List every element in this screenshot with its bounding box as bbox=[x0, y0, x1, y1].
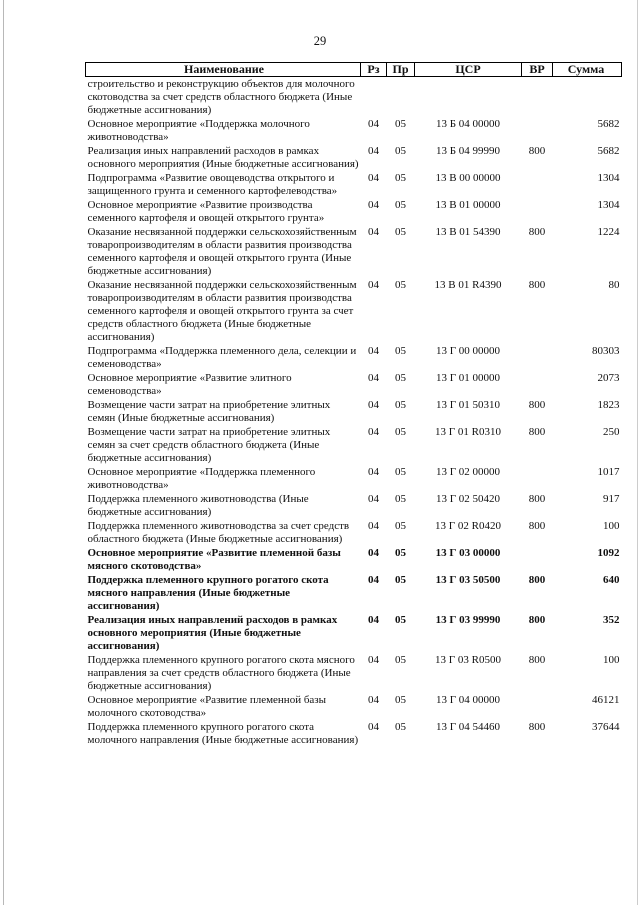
table-row bbox=[86, 573, 622, 613]
cell-name: Основное мероприятие «Поддержка племенного животноводства» bbox=[87, 466, 316, 491]
cell-rz: 04 bbox=[368, 694, 379, 706]
table-row bbox=[86, 171, 622, 198]
cell-name: Оказание несвязанной поддержки сельскохозяйственным товаропроизводителям в области развития производства семенного картофеля и овощей открытого грунта за счет средств областного бюджета (Иные бюджетные ассигнования) bbox=[87, 279, 357, 343]
cell-pr: 05 bbox=[395, 372, 406, 384]
cell-sum: 917 bbox=[603, 493, 620, 505]
header-csr: ЦСР bbox=[415, 63, 522, 77]
header-vr: ВР bbox=[522, 63, 553, 77]
cell-sum: 5682 bbox=[597, 145, 620, 157]
scan-margin-line-left bbox=[3, 0, 4, 905]
cell-csr: 13 В 01 R4390 bbox=[434, 279, 502, 291]
cell-pr: 05 bbox=[395, 426, 406, 438]
cell-csr: 13 В 01 54390 bbox=[435, 226, 501, 238]
table-row bbox=[86, 425, 622, 465]
cell-rz: 04 bbox=[368, 345, 379, 357]
cell-vr bbox=[522, 344, 553, 371]
cell-name: Поддержка племенного животноводства (Иные бюджетные ассигнования) bbox=[87, 493, 309, 518]
cell-sum: 1224 bbox=[597, 226, 620, 238]
header-row bbox=[86, 63, 622, 77]
cell-sum bbox=[553, 77, 622, 118]
cell-csr: 13 Г 02 R0420 bbox=[435, 520, 501, 532]
cell-name: Основное мероприятие «Развитие племенной базы молочного скотоводства» bbox=[87, 694, 327, 719]
cell-vr bbox=[522, 546, 553, 573]
table-row bbox=[86, 465, 622, 492]
cell-csr: 13 Г 04 00000 bbox=[435, 694, 501, 706]
cell-pr: 05 bbox=[395, 199, 406, 211]
cell-sum: 1017 bbox=[597, 466, 620, 478]
cell-sum: 2073 bbox=[597, 372, 620, 384]
table-row bbox=[86, 492, 622, 519]
cell-pr: 05 bbox=[395, 279, 406, 291]
cell-pr: 05 bbox=[395, 574, 406, 586]
cell-sum: 352 bbox=[603, 614, 620, 626]
cell-vr: 800 bbox=[528, 145, 546, 157]
cell-pr: 05 bbox=[395, 721, 406, 733]
cell-csr: 13 Г 03 R0500 bbox=[435, 654, 501, 666]
cell-name: Основное мероприятие «Развитие племенной базы мясного скотоводства» bbox=[87, 547, 341, 572]
cell-vr: 800 bbox=[528, 520, 546, 532]
table-row bbox=[86, 278, 622, 344]
cell-csr: 13 Г 03 50500 bbox=[435, 574, 501, 586]
table-row bbox=[86, 398, 622, 425]
cell-rz: 04 bbox=[368, 520, 379, 532]
cell-csr: 13 В 00 00000 bbox=[435, 172, 501, 184]
table-row bbox=[86, 198, 622, 225]
table-header bbox=[86, 63, 622, 77]
header-rz: Рз bbox=[361, 63, 387, 77]
cell-vr bbox=[522, 198, 553, 225]
cell-rz: 04 bbox=[368, 466, 379, 478]
cell-sum: 250 bbox=[603, 426, 620, 438]
table-row bbox=[86, 371, 622, 398]
cell-vr: 800 bbox=[528, 399, 546, 411]
table-row bbox=[86, 344, 622, 371]
cell-sum: 1823 bbox=[597, 399, 620, 411]
cell-vr: 800 bbox=[528, 226, 546, 238]
cell-pr bbox=[387, 77, 415, 118]
cell-pr: 05 bbox=[395, 614, 406, 626]
cell-pr: 05 bbox=[395, 547, 406, 559]
table-row bbox=[86, 720, 622, 747]
cell-pr: 05 bbox=[395, 226, 406, 238]
cell-vr bbox=[522, 171, 553, 198]
cell-name: Поддержка племенного крупного рогатого скота мясного направления (Иные бюджетные ассигнования) bbox=[87, 574, 329, 612]
budget-table bbox=[85, 62, 622, 747]
cell-name: Подпрограмма «Развитие овощеводства открытого и защищенного грунта и семенного картофелеводства» bbox=[87, 172, 338, 197]
cell-sum: 640 bbox=[603, 574, 620, 586]
cell-rz: 04 bbox=[368, 172, 379, 184]
cell-vr: 800 bbox=[528, 426, 546, 438]
page-number: 29 bbox=[313, 34, 327, 48]
cell-name: Возмещение части затрат на приобретение элитных семян (Иные бюджетные ассигнования) bbox=[87, 399, 331, 424]
cell-rz: 04 bbox=[368, 279, 379, 291]
cell-rz: 04 bbox=[368, 226, 379, 238]
scan-margin-line-right bbox=[637, 0, 638, 905]
cell-pr: 05 bbox=[395, 493, 406, 505]
cell-vr bbox=[522, 465, 553, 492]
cell-pr: 05 bbox=[395, 466, 406, 478]
cell-csr bbox=[415, 77, 522, 118]
cell-rz: 04 bbox=[368, 426, 379, 438]
cell-rz: 04 bbox=[368, 399, 379, 411]
cell-csr: 13 Г 01 00000 bbox=[435, 372, 501, 384]
table-row bbox=[86, 77, 622, 118]
cell-pr: 05 bbox=[395, 694, 406, 706]
cell-csr: 13 Б 04 99990 bbox=[435, 145, 501, 157]
cell-csr: 13 Г 04 54460 bbox=[435, 721, 501, 733]
table-row bbox=[86, 519, 622, 546]
cell-rz: 04 bbox=[368, 614, 379, 626]
table-row bbox=[86, 117, 622, 144]
cell-name: Реализация иных направлений расходов в рамках основного мероприятия (Иные бюджетные ассигнования) bbox=[87, 614, 338, 652]
cell-name: Оказание несвязанной поддержки сельскохозяйственным товаропроизводителям в области развития производства семенного картофеля и овощей открытого грунта (Иные бюджетные ассигнования) bbox=[87, 226, 357, 277]
cell-csr: 13 Г 03 00000 bbox=[435, 547, 501, 559]
cell-sum: 46121 bbox=[592, 694, 620, 706]
cell-csr: 13 Г 02 00000 bbox=[435, 466, 501, 478]
cell-sum: 100 bbox=[603, 520, 620, 532]
cell-sum: 37644 bbox=[592, 721, 620, 733]
cell-vr bbox=[522, 77, 553, 118]
cell-csr: 13 Г 01 50310 bbox=[435, 399, 501, 411]
cell-vr bbox=[522, 371, 553, 398]
cell-pr: 05 bbox=[395, 345, 406, 357]
cell-sum: 100 bbox=[603, 654, 620, 666]
cell-vr: 800 bbox=[528, 279, 546, 291]
cell-csr: 13 Г 02 50420 bbox=[435, 493, 501, 505]
cell-name: строительство и реконструкцию объектов для молочного скотоводства за счет средств областного бюджета (Иные бюджетные ассигнования) bbox=[87, 78, 355, 116]
table-row bbox=[86, 144, 622, 171]
cell-vr: 800 bbox=[528, 721, 546, 733]
header-name: Наименование bbox=[86, 63, 361, 77]
cell-rz bbox=[361, 77, 387, 118]
cell-rz: 04 bbox=[368, 547, 379, 559]
cell-name: Основное мероприятие «Развитие производства семенного картофеля и овощей открытого грунта» bbox=[87, 199, 325, 224]
cell-rz: 04 bbox=[368, 199, 379, 211]
cell-rz: 04 bbox=[368, 145, 379, 157]
cell-vr: 800 bbox=[528, 493, 546, 505]
table-row bbox=[86, 546, 622, 573]
table-row bbox=[86, 693, 622, 720]
cell-csr: 13 Г 03 99990 bbox=[435, 614, 501, 626]
cell-sum: 1304 bbox=[597, 172, 620, 184]
header-pr: Пр bbox=[387, 63, 415, 77]
cell-sum: 1092 bbox=[597, 547, 620, 559]
cell-name: Поддержка племенного животноводства за счет средств областного бюджета (Иные бюджетные ассигнования) bbox=[87, 520, 350, 545]
cell-csr: 13 Г 00 00000 bbox=[435, 345, 501, 357]
cell-vr: 800 bbox=[528, 574, 546, 586]
cell-vr bbox=[522, 693, 553, 720]
cell-csr: 13 В 01 00000 bbox=[435, 199, 501, 211]
cell-sum: 1304 bbox=[597, 199, 620, 211]
table-body bbox=[86, 77, 622, 748]
cell-pr: 05 bbox=[395, 172, 406, 184]
table-row bbox=[86, 653, 622, 693]
cell-name: Основное мероприятие «Развитие элитного семеноводства» bbox=[87, 372, 292, 397]
cell-rz: 04 bbox=[368, 372, 379, 384]
table-row bbox=[86, 613, 622, 653]
cell-sum: 5682 bbox=[597, 118, 620, 130]
cell-rz: 04 bbox=[368, 721, 379, 733]
cell-csr: 13 Г 01 R0310 bbox=[435, 426, 501, 438]
cell-rz: 04 bbox=[368, 493, 379, 505]
cell-pr: 05 bbox=[395, 118, 406, 130]
cell-vr: 800 bbox=[528, 654, 546, 666]
cell-rz: 04 bbox=[368, 118, 379, 130]
cell-name: Подпрограмма «Поддержка племенного дела, селекции и семеноводства» bbox=[87, 345, 357, 370]
cell-pr: 05 bbox=[395, 520, 406, 532]
table-row bbox=[86, 225, 622, 278]
header-sum: Сумма bbox=[553, 63, 622, 77]
cell-vr: 800 bbox=[528, 614, 546, 626]
cell-pr: 05 bbox=[395, 654, 406, 666]
cell-name: Поддержка племенного крупного рогатого скота мясного направления за счет средств областного бюджета (Иные бюджетные ассигнования) bbox=[87, 654, 355, 692]
cell-pr: 05 bbox=[395, 399, 406, 411]
cell-sum: 80 bbox=[608, 279, 620, 291]
cell-vr bbox=[522, 117, 553, 144]
cell-pr: 05 bbox=[395, 145, 406, 157]
cell-sum: 80303 bbox=[592, 345, 620, 357]
cell-rz: 04 bbox=[368, 574, 379, 586]
cell-name: Возмещение части затрат на приобретение элитных семян за счет средств областного бюджета (Иные бюджетные ассигнования) bbox=[87, 426, 331, 464]
cell-name: Поддержка племенного крупного рогатого скота молочного направления (Иные бюджетные ассигнования) bbox=[87, 721, 359, 746]
cell-name: Реализация иных направлений расходов в рамках основного мероприятия (Иные бюджетные ассигнования) bbox=[87, 145, 359, 170]
cell-name: Основное мероприятие «Поддержка молочного животноводства» bbox=[87, 118, 310, 143]
cell-rz: 04 bbox=[368, 654, 379, 666]
cell-csr: 13 Б 04 00000 bbox=[435, 118, 501, 130]
